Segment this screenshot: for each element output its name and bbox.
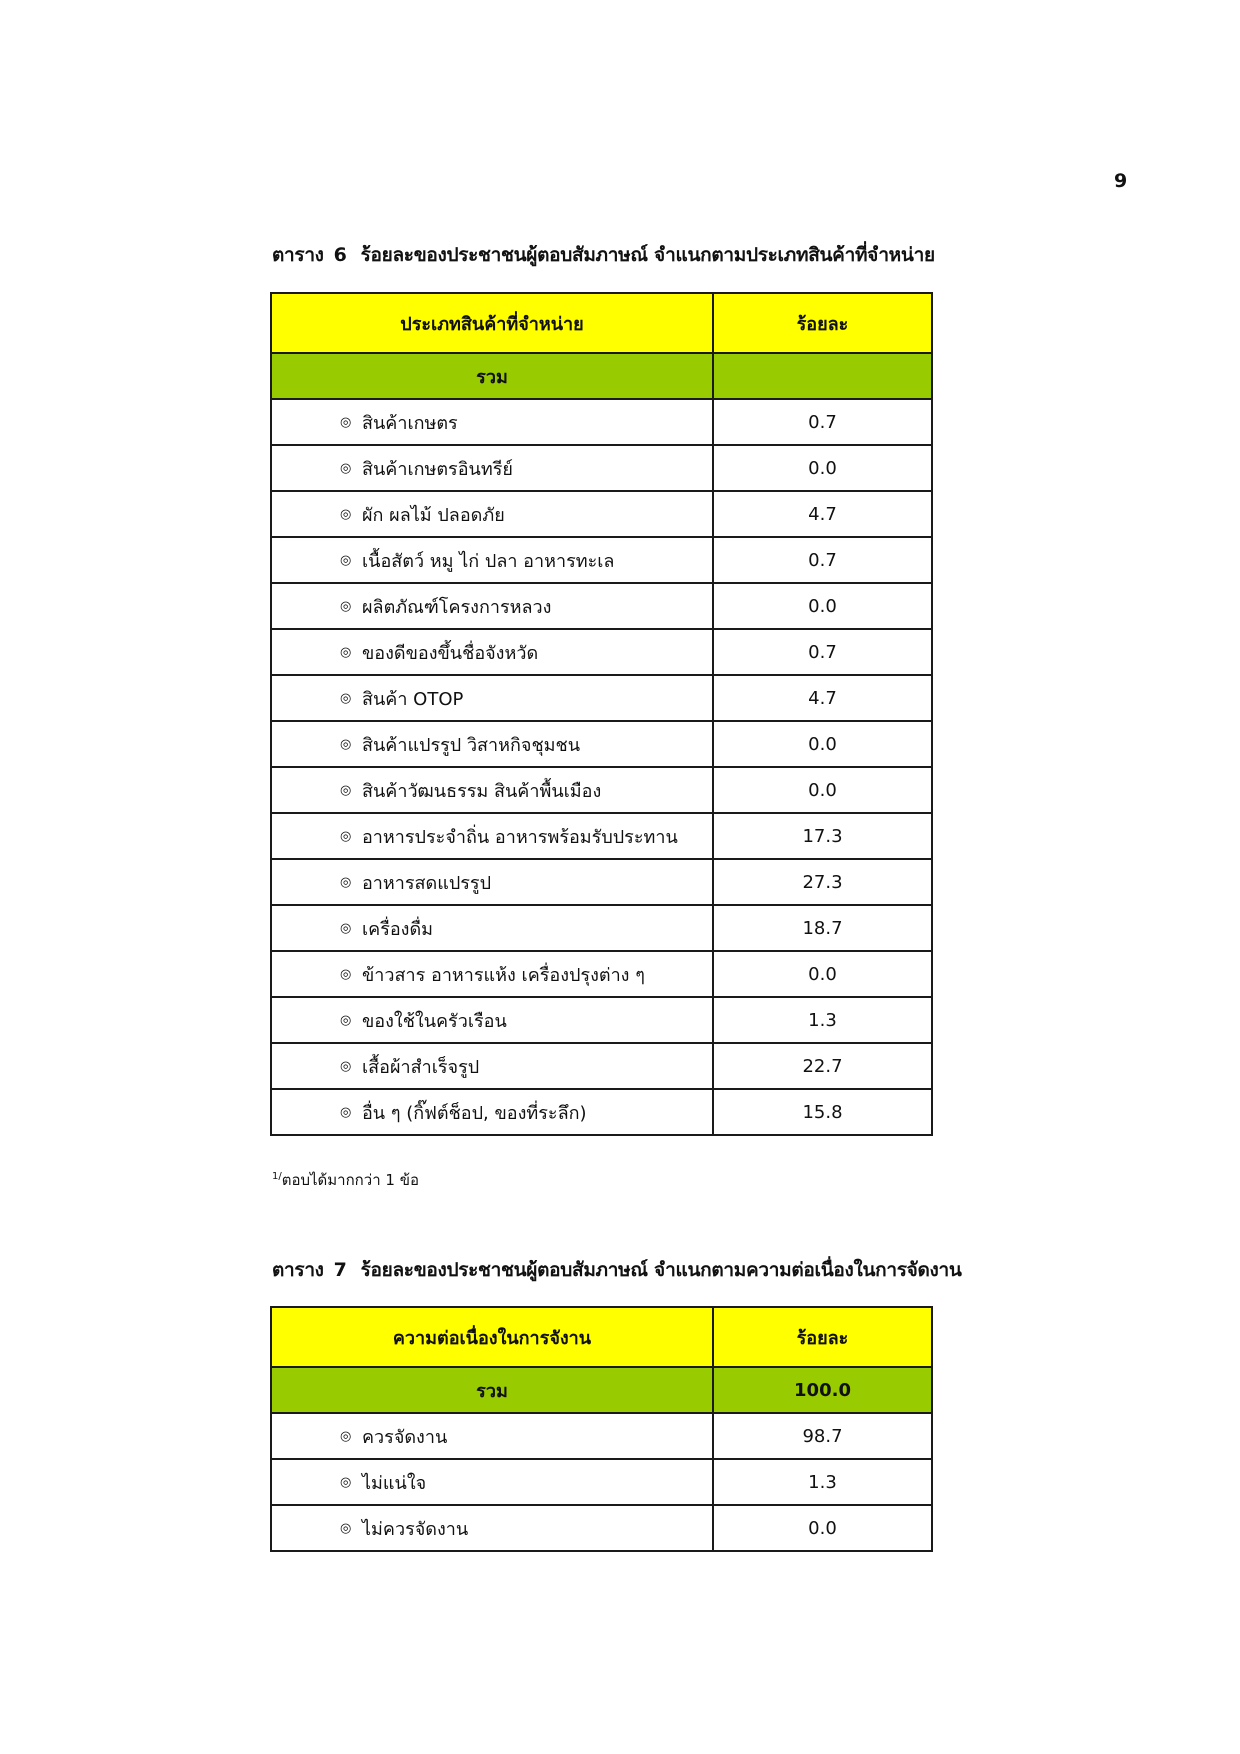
table-row bbox=[271, 1505, 932, 1551]
row-value: 0.0 bbox=[713, 445, 932, 491]
row-label-cell bbox=[271, 629, 713, 675]
bullseye-bullet-icon: ◎ bbox=[340, 599, 352, 614]
row-label: สินค้าเกษตรอินทรีย์ bbox=[362, 458, 513, 480]
bullseye-bullet-icon: ◎ bbox=[340, 783, 352, 798]
row-label: สินค้าวัฒนธรรม สินค้าพื้นเมือง bbox=[362, 780, 602, 802]
table-row bbox=[271, 629, 932, 675]
bullseye-bullet-icon: ◎ bbox=[340, 967, 352, 982]
row-value: 22.7 bbox=[713, 1043, 932, 1089]
row-label-cell bbox=[271, 1043, 713, 1089]
table7-caption-number: 7 bbox=[333, 1259, 347, 1281]
table6-total-row bbox=[271, 353, 932, 399]
row-value: 98.7 bbox=[713, 1413, 932, 1459]
table6 bbox=[270, 292, 933, 1136]
row-label-cell bbox=[271, 1459, 713, 1505]
table-row bbox=[271, 491, 932, 537]
row-value: 0.0 bbox=[713, 583, 932, 629]
row-value: 4.7 bbox=[713, 675, 932, 721]
row-label: ผัก ผลไม้ ปลอดภัย bbox=[362, 504, 505, 526]
table-row bbox=[271, 1043, 932, 1089]
row-label-cell bbox=[271, 1089, 713, 1135]
bullseye-bullet-icon: ◎ bbox=[340, 1105, 352, 1120]
row-label: สินค้าแปรรูป วิสาหกิจชุมชน bbox=[362, 734, 581, 756]
table-row bbox=[271, 1459, 932, 1505]
row-value: 0.7 bbox=[713, 629, 932, 675]
row-value: 0.7 bbox=[713, 537, 932, 583]
table7-caption-text: ร้อยละของประชาชนผู้ตอบสัมภาษณ์ จำแนกตามความต่อเนื่องในการจัดงาน bbox=[360, 1259, 962, 1281]
row-label-cell bbox=[271, 399, 713, 445]
bullseye-bullet-icon: ◎ bbox=[340, 461, 352, 476]
row-value: 15.8 bbox=[713, 1089, 932, 1135]
table-row bbox=[271, 583, 932, 629]
footnote-mark: 1/ bbox=[272, 1171, 282, 1182]
row-label-cell bbox=[271, 583, 713, 629]
row-label: ไม่แน่ใจ bbox=[362, 1472, 427, 1494]
table-row bbox=[271, 1413, 932, 1459]
row-value: 0.0 bbox=[713, 721, 932, 767]
table-row bbox=[271, 951, 932, 997]
row-value: 1.3 bbox=[713, 997, 932, 1043]
table-row bbox=[271, 675, 932, 721]
row-value: 0.0 bbox=[713, 951, 932, 997]
table6-caption bbox=[272, 240, 935, 270]
row-label: เสื้อผ้าสำเร็จรูป bbox=[362, 1056, 480, 1078]
row-value: 27.3 bbox=[713, 859, 932, 905]
row-value: 1.3 bbox=[713, 1459, 932, 1505]
row-label-cell bbox=[271, 1505, 713, 1551]
table6-total-value bbox=[713, 353, 932, 399]
table-row bbox=[271, 997, 932, 1043]
row-label-cell bbox=[271, 997, 713, 1043]
table-row bbox=[271, 537, 932, 583]
row-label-cell bbox=[271, 905, 713, 951]
bullseye-bullet-icon: ◎ bbox=[340, 1429, 352, 1444]
row-label: เครื่องดื่ม bbox=[362, 918, 434, 940]
bullseye-bullet-icon: ◎ bbox=[340, 875, 352, 890]
bullseye-bullet-icon: ◎ bbox=[340, 921, 352, 936]
row-label: ของดีของขึ้นชื่อจังหวัด bbox=[362, 642, 539, 664]
row-label: สินค้าเกษตร bbox=[362, 412, 458, 434]
table-row bbox=[271, 721, 932, 767]
table6-header-row bbox=[271, 293, 932, 353]
row-label: ของใช้ในครัวเรือน bbox=[362, 1010, 507, 1032]
row-label-cell bbox=[271, 1413, 713, 1459]
row-label: ไม่ควรจัดงาน bbox=[362, 1518, 469, 1540]
table7-header-category: ความต่อเนื่องในการจังาน bbox=[271, 1307, 713, 1367]
table6-caption-label: ตาราง bbox=[272, 244, 324, 266]
table7 bbox=[270, 1306, 933, 1552]
table7-total-row bbox=[271, 1367, 932, 1413]
table-row bbox=[271, 445, 932, 491]
table7-caption-label: ตาราง bbox=[272, 1259, 324, 1281]
table7-total-value: 100.0 bbox=[713, 1367, 932, 1413]
row-label: ควรจัดงาน bbox=[362, 1426, 448, 1448]
row-value: 0.7 bbox=[713, 399, 932, 445]
footnote-text: ตอบได้มากกว่า 1 ข้อ bbox=[281, 1171, 419, 1189]
table6-caption-text: ร้อยละของประชาชนผู้ตอบสัมภาษณ์ จำแนกตามประเภทสินค้าที่จำหน่าย bbox=[360, 244, 935, 266]
row-label-cell bbox=[271, 721, 713, 767]
row-label-cell bbox=[271, 537, 713, 583]
table7-caption bbox=[272, 1255, 962, 1285]
row-label: อื่น ๆ (กิ๊ฟต์ช็อป, ของที่ระลึก) bbox=[362, 1102, 587, 1124]
table7-total-label: รวม bbox=[271, 1367, 713, 1413]
row-label-cell bbox=[271, 445, 713, 491]
row-label-cell bbox=[271, 491, 713, 537]
row-label: อาหารสดแปรรูป bbox=[362, 872, 492, 894]
bullseye-bullet-icon: ◎ bbox=[340, 1013, 352, 1028]
bullseye-bullet-icon: ◎ bbox=[340, 829, 352, 844]
bullseye-bullet-icon: ◎ bbox=[340, 645, 352, 660]
row-label-cell bbox=[271, 767, 713, 813]
row-label-cell bbox=[271, 859, 713, 905]
row-value: 17.3 bbox=[713, 813, 932, 859]
row-label: เนื้อสัตว์ หมู ไก่ ปลา อาหารทะเล bbox=[362, 550, 615, 572]
bullseye-bullet-icon: ◎ bbox=[340, 1059, 352, 1074]
row-value: 4.7 bbox=[713, 491, 932, 537]
row-value: 18.7 bbox=[713, 905, 932, 951]
table7-header-row bbox=[271, 1307, 932, 1367]
table6-header-category: ประเภทสินค้าที่จำหน่าย bbox=[271, 293, 713, 353]
table-row bbox=[271, 859, 932, 905]
row-value: 0.0 bbox=[713, 767, 932, 813]
table6-footnote bbox=[272, 1168, 419, 1192]
bullseye-bullet-icon: ◎ bbox=[340, 415, 352, 430]
table6-total-label: รวม bbox=[271, 353, 713, 399]
table-row bbox=[271, 1089, 932, 1135]
bullseye-bullet-icon: ◎ bbox=[340, 553, 352, 568]
table-row bbox=[271, 399, 932, 445]
table-row bbox=[271, 813, 932, 859]
row-label-cell bbox=[271, 951, 713, 997]
bullseye-bullet-icon: ◎ bbox=[340, 507, 352, 522]
bullseye-bullet-icon: ◎ bbox=[340, 691, 352, 706]
row-label-cell bbox=[271, 675, 713, 721]
bullseye-bullet-icon: ◎ bbox=[340, 1475, 352, 1490]
page-number: 9 bbox=[1114, 170, 1128, 192]
table6-caption-number: 6 bbox=[333, 244, 347, 266]
table6-header-percent: ร้อยละ bbox=[713, 293, 932, 353]
row-label: ข้าวสาร อาหารแห้ง เครื่องปรุงต่าง ๆ bbox=[362, 964, 645, 986]
table-row bbox=[271, 905, 932, 951]
table7-header-percent: ร้อยละ bbox=[713, 1307, 932, 1367]
row-label: อาหารประจำถิ่น อาหารพร้อมรับประทาน bbox=[362, 826, 678, 848]
table-row bbox=[271, 767, 932, 813]
row-label-cell bbox=[271, 813, 713, 859]
row-label: ผลิตภัณฑ์โครงการหลวง bbox=[362, 596, 552, 618]
row-value: 0.0 bbox=[713, 1505, 932, 1551]
bullseye-bullet-icon: ◎ bbox=[340, 737, 352, 752]
row-label: สินค้า OTOP bbox=[362, 688, 464, 710]
bullseye-bullet-icon: ◎ bbox=[340, 1521, 352, 1536]
